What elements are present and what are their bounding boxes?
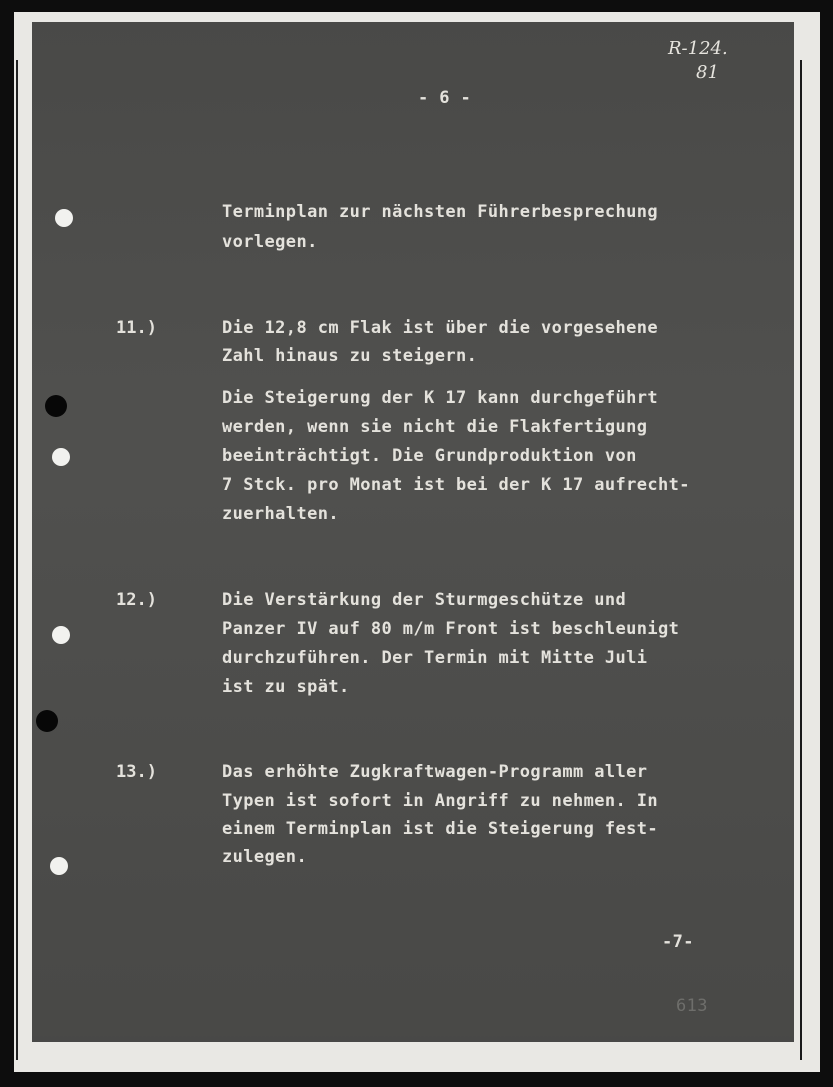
punch-hole bbox=[55, 209, 73, 227]
item-text-line: Typen ist sofort in Angriff zu nehmen. In bbox=[222, 791, 659, 811]
punch-hole bbox=[52, 448, 70, 466]
next-page-marker: -7- bbox=[662, 932, 694, 952]
item-text-line: beeinträchtigt. Die Grundproduktion von bbox=[222, 446, 637, 466]
item-text-line: Die 12,8 cm Flak ist über die vorgesehene bbox=[222, 318, 659, 338]
item-text-line: werden, wenn sie nicht die Flakfertigung bbox=[222, 417, 648, 437]
archive-mark-line2: 81 bbox=[696, 62, 719, 83]
item-text-line: durchzuführen. Der Termin mit Mitte Juli bbox=[222, 648, 648, 668]
punch-hole bbox=[36, 710, 58, 732]
item-number: 13.) bbox=[116, 762, 157, 782]
photostat-print bbox=[32, 22, 794, 1042]
continuation-line: Terminplan zur nächsten Führerbesprechung bbox=[222, 202, 659, 222]
item-text-line: Die Verstärkung der Sturmgeschütze und bbox=[222, 590, 627, 610]
item-text-line: Zahl hinaus zu steigern. bbox=[222, 346, 478, 366]
item-text-line: ist zu spät. bbox=[222, 677, 350, 697]
punch-hole bbox=[50, 857, 68, 875]
item-text-line: 7 Stck. pro Monat ist bei der K 17 aufrecht- bbox=[222, 475, 690, 495]
item-text-line: Das erhöhte Zugkraftwagen-Programm aller bbox=[222, 762, 648, 782]
continuation-line: vorlegen. bbox=[222, 232, 318, 252]
page-number: - 6 - bbox=[418, 88, 472, 108]
item-text-line: zuerhalten. bbox=[222, 504, 339, 524]
item-text-line: zulegen. bbox=[222, 847, 308, 867]
item-number: 11.) bbox=[116, 318, 157, 338]
item-text-line: Die Steigerung der K 17 kann durchgeführt bbox=[222, 388, 659, 408]
footer-mark: 613 bbox=[676, 996, 708, 1016]
item-text-line: einem Terminplan ist die Steigerung fest- bbox=[222, 819, 659, 839]
punch-hole bbox=[45, 395, 67, 417]
item-number: 12.) bbox=[116, 590, 157, 610]
item-text-line: Panzer IV auf 80 m/m Front ist beschleunigt bbox=[222, 619, 680, 639]
archive-mark-line1: R-124. bbox=[668, 38, 728, 59]
punch-hole bbox=[52, 626, 70, 644]
left-film-edge bbox=[16, 60, 18, 1060]
right-film-edge bbox=[800, 60, 802, 1060]
